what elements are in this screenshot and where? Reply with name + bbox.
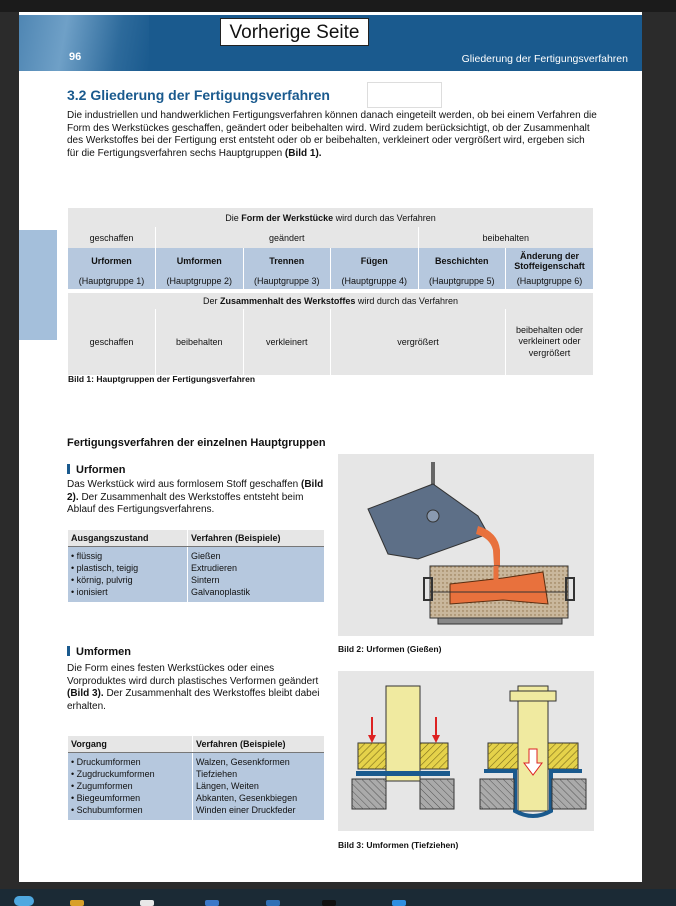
cohesion-cell: vergrößert [331,309,506,375]
umformen-text-2: Der Zusammenhalt des Werkstoffes bleibt dabei erhalten. [67,688,320,712]
viewer-top-bar [0,0,676,12]
running-title: Gliederung der Fertigungsverfahren [461,53,628,65]
page-number: 96 [69,51,82,63]
table-row: • Zugumformen Längen, Weiten [68,780,324,792]
casting-drawing [338,454,594,636]
table-row: • Schubumformen Winden einer Druckfeder [68,804,324,820]
terminal-icon[interactable] [322,900,336,906]
table-header: Verfahren (Beispiele) [187,530,324,547]
umformen-text: Die Form eines festen Werkstückes oder eines Vorproduktes wird durch plastisches Verformen geändert [67,663,319,687]
umformen-paragraph [67,663,329,713]
cohesion-header-row: Der Zusammenhalt des Werkstoffes wird durch das Verfahren [203,296,458,306]
group-number-cell: (Hauptgruppe 6) [506,273,594,289]
table-row: • Biegeumformen Abkanten, Gesenkbiegen [68,792,324,804]
cohesion-cell: verkleinert [243,309,331,375]
table-header: Verfahren (Beispiele) [193,736,325,753]
main-groups-table [68,208,593,375]
urformen-text: Das Werkstück wird aus formlosem Stoff geschaffen [67,479,301,490]
form-state-cell: geschaffen [89,232,134,243]
folder-icon[interactable] [70,900,84,906]
table-row: • Druckumformen Walzen, Gesenkformen [68,753,324,769]
form-header-row: Die Form der Werkstücke wird durch das Verfahren [225,212,436,223]
group-number-cell: (Hauptgruppe 1) [78,276,145,286]
table-header: Ausgangszustand [68,530,187,547]
umformen-figure-ref: (Bild 3). [67,688,104,700]
urformen-heading [67,464,126,476]
group-number-cell: (Hauptgruppe 4) [331,273,419,289]
table-header: Vorgang [68,736,193,753]
group-number-cell: (Hauptgruppe 2) [156,273,244,289]
casting-illustration [338,454,594,636]
browser-icon[interactable] [205,900,219,906]
header-photo [19,15,149,71]
table-row: • flüssig Gießen [68,547,324,563]
group-name-cell: Fügen [331,248,419,273]
start-icon[interactable] [14,896,34,906]
umformen-heading [67,646,131,658]
urformen-table [68,530,324,602]
urformen-title: Urformen [76,464,126,476]
form-state-cell: beibehalten [418,227,593,248]
urformen-paragraph [67,479,329,517]
document-icon[interactable] [140,900,154,906]
margin-tab [19,230,57,340]
section-title: 3.2 Gliederung der Fertigungsverfahren [67,87,330,103]
group-name-cell: Umformen [156,248,244,273]
table-row: • körnig, pulvrig Sintern [68,574,324,586]
heading-bar [67,464,70,474]
annotation-box [367,82,442,108]
intro-figure-ref: (Bild 1). [284,147,322,159]
table-row: • plastisch, teigig Extrudieren [68,562,324,574]
subheading: Fertigungsverfahren der einzelnen Hauptgruppen [67,437,326,449]
group-number-cell: (Hauptgruppe 5) [418,273,506,289]
intro-text: Die industriellen und handwerklichen Fertigungsverfahren können danach eingeteilt werden, ob bei einem Verfahren die Form des Werkstückes geschaffen, geändert oder beibehalten wird. Wird zudem berücksichtigt, ob der Zusammenhalt des Werkstoffes bei der Fertigung erst entsteht oder ob er beibehalten, verkleinert oder vergrößert wird, ergeben sich für die Fertigungsverfahren sechs Hauptgruppen [67,110,597,159]
group-number-cell: (Hauptgruppe 3) [243,273,331,289]
table-row: • Zugdruckumformen Tiefziehen [68,768,324,780]
figure-1-caption: Bild 1: Hauptgruppen der Fertigungsverfahren [68,374,256,384]
mail-icon[interactable] [392,900,406,906]
figure-2-caption: Bild 2: Urformen (Gießen) [338,644,442,654]
cohesion-cell: beibehalten [156,309,244,375]
group-name-cell: Urformen [91,255,132,266]
umformen-title: Umformen [76,646,132,658]
urformen-figure-ref: (Bild 2). [67,479,324,503]
intro-paragraph [67,110,597,160]
app-icon[interactable] [266,900,280,906]
cohesion-cell: geschaffen [89,337,134,347]
cohesion-cell: beibehalten oder verkleinert oder vergrößert [506,309,594,375]
figure-3-caption: Bild 3: Umformen (Tiefziehen) [338,840,459,850]
taskbar [0,889,676,906]
document-page [19,12,642,882]
deep-drawing-drawing [338,671,594,831]
group-name-cell: Trennen [243,248,331,273]
group-name-cell: Änderung der Stoffeigenschaft [506,248,594,273]
group-name-cell: Beschichten [418,248,506,273]
heading-bar [67,646,70,656]
umformen-table [68,736,324,820]
previous-page-button[interactable]: Vorherige Seite [220,18,369,46]
form-state-cell: geändert [156,227,419,248]
urformen-text-2: Der Zusammenhalt des Werkstoffes entsteht beim Ablauf des Fertigungsverfahrens. [67,491,304,516]
table-row: • ionisiert Galvanoplastik [68,586,324,602]
deep-drawing-illustration [338,671,594,831]
